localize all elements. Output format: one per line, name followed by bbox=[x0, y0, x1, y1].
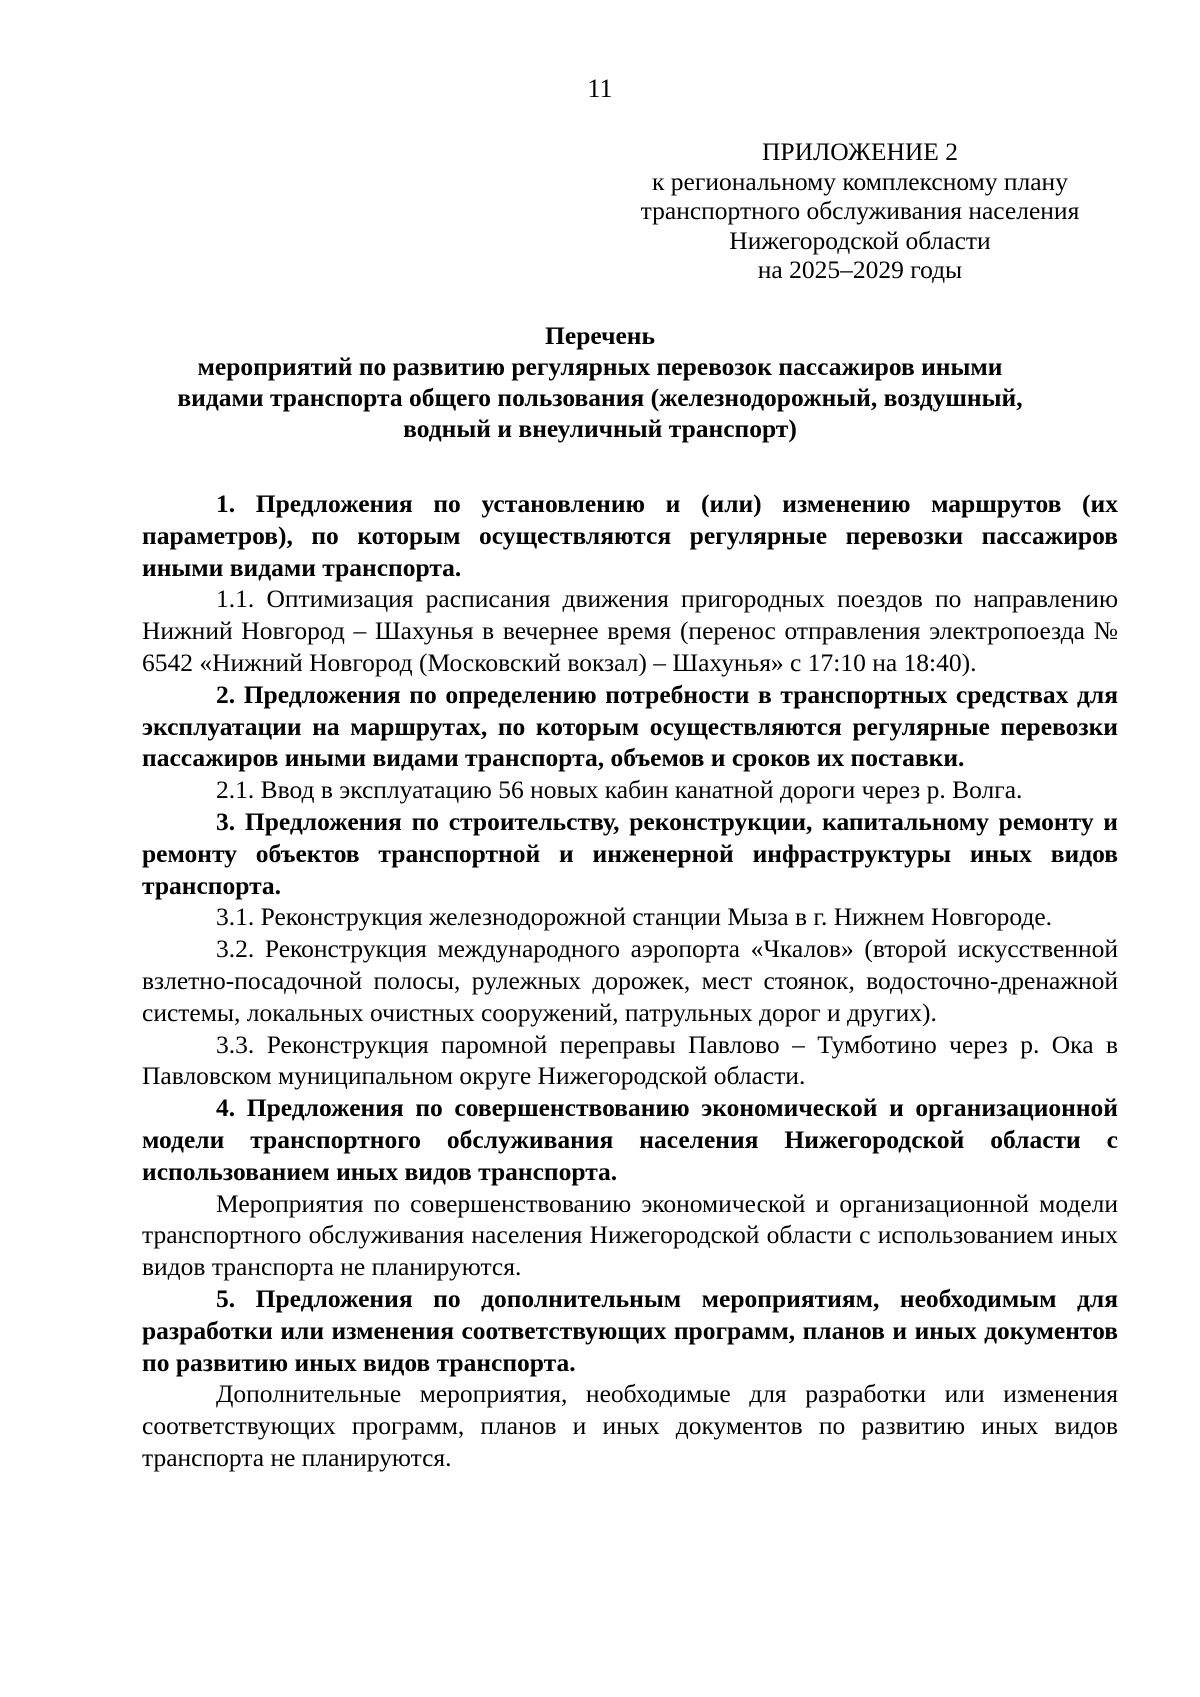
document-body bbox=[142, 488, 1118, 1474]
title-line: мероприятий по развитию регулярных перевозок пассажиров иными bbox=[197, 352, 1003, 381]
section-item-3-2: 3.2. Реконструкция международного аэропорта «Чкалов» (второй искусственной взлетно-посадочной полосы, рулежных дорожек, мест стоянок, водосточно-дренажной системы, локальных очистных сооружений, патрульных дорог и других). bbox=[142, 934, 1118, 1027]
title-line: Перечень bbox=[545, 321, 655, 350]
document-title bbox=[150, 320, 1050, 444]
section-item-5-1: Дополнительные мероприятия, необходимые для разработки или изменения соответствующих программ, планов и иных документов по развитию иных видов транспорта не планируются. bbox=[142, 1379, 1118, 1472]
appendix-line: Нижегородской области bbox=[729, 225, 991, 255]
section-item-1-1: 1.1. Оптимизация расписания движения пригородных поездов по направлению Нижний Новгород – Шахунья в вечернее время (перенос отправления электропоезда № 6542 «Нижний Новгород (Московский вокзал) – Шахунья» с 17:10 на 18:40). bbox=[142, 584, 1118, 677]
page-number: 11 bbox=[587, 74, 613, 103]
appendix-line: транспортного обслуживания населения bbox=[640, 196, 1080, 225]
section-item-4-1: Мероприятия по совершенствованию экономической и организационной модели транспортного обслуживания населения Нижегородской области с использованием иных видов транспорта не планируются. bbox=[142, 1188, 1118, 1282]
appendix-label: ПРИЛОЖЕНИЕ 2 bbox=[761, 137, 959, 166]
appendix-line: на 2025–2029 годы bbox=[757, 255, 963, 284]
section-item-2-1: 2.1. Ввод в эксплуатацию 56 новых кабин канатной дороги через р. Волга. bbox=[216, 775, 1023, 805]
section-item-3-1: 3.1. Реконструкция железнодорожной станции Мыза в г. Нижнем Новгороде. bbox=[216, 902, 1053, 932]
section-heading-4: 4. Предложения по совершенствованию экономической и организационной модели транспортного обслуживания населения Нижегородской области с использованием иных видов транспорта. bbox=[142, 1093, 1118, 1186]
section-heading-3: 3. Предложения по строительству, реконструкции, капитальному ремонту и ремонту объектов транспортной и инженерной инфраструктуры иных видов транспорта. bbox=[142, 806, 1118, 900]
title-line: видами транспорта общего пользования (железнодорожный, воздушный, bbox=[177, 383, 1023, 412]
section-heading-1: 1. Предложения по установлению и (или) изменению маршрутов (их параметров), по которым осуществляются регулярные перевозки пассажиров иными видами транспорта. bbox=[142, 489, 1118, 582]
section-heading-5: 5. Предложения по дополнительным мероприятиям, необходимым для разработки или изменения соответствующих программ, планов и иных документов по развитию иных видов транспорта. bbox=[142, 1283, 1118, 1377]
section-item-3-3: 3.3. Реконструкция паромной переправы Павлово – Тумботино через р. Ока в Павловском муниципальном округе Нижегородской области. bbox=[142, 1029, 1118, 1091]
appendix-line: к региональному комплексному плану bbox=[652, 166, 1068, 196]
title-line: водный и внеуличный транспорт) bbox=[403, 414, 797, 443]
appendix-block bbox=[620, 137, 1100, 285]
section-heading-2: 2. Предложения по определению потребности в транспортных средствах для эксплуатации на маршрутах, по которым осуществляются регулярные перевозки пассажиров иными видами транспорта, объемов и сроков их поставки. bbox=[142, 679, 1118, 773]
